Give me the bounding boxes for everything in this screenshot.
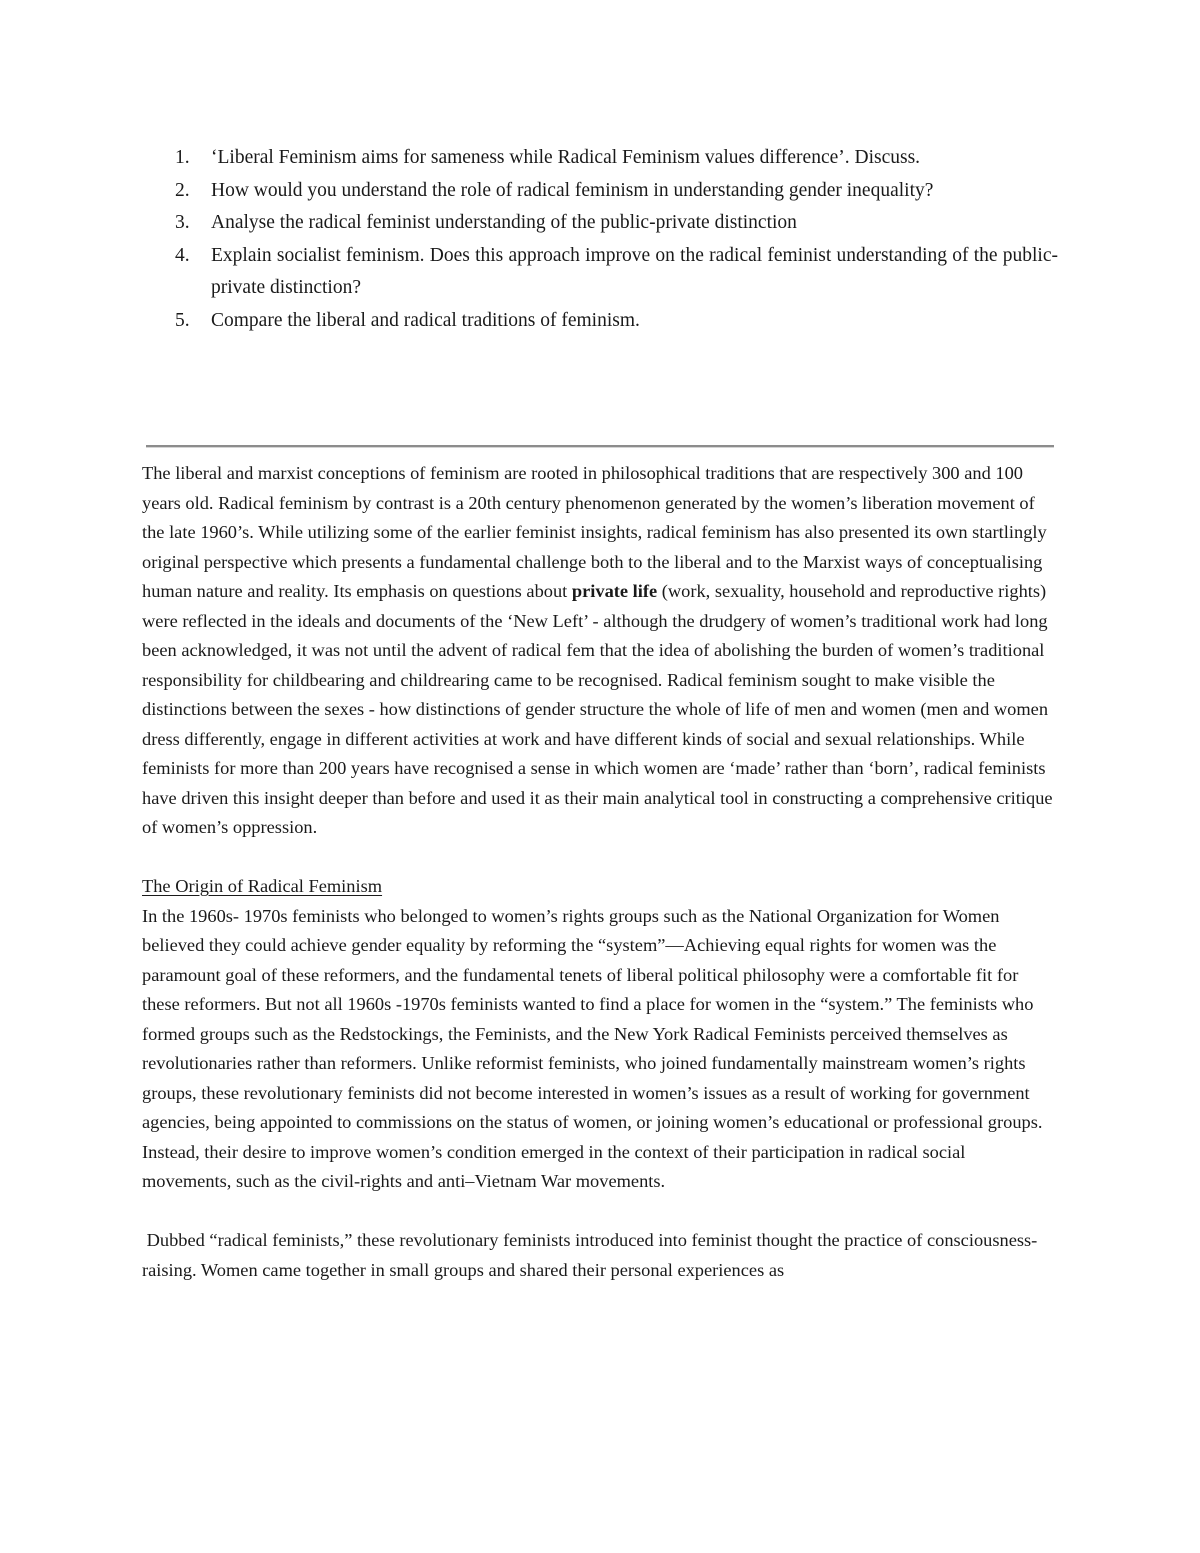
- horizontal-divider: [146, 445, 1054, 448]
- intro-text-part2: (work, sexuality, household and reproductive rights) were reflected in the ideals and documents of the ‘New Left’ - although the drudgery of women’s traditional work had long been acknowledged, it was not until the advent of radical fem that the idea of abolishing the burden of women’s traditional responsibility for childbearing and childrearing came to be recognised. Radical feminism sought to make visible the distinctions between the sexes - how distinctions of gender structure the whole of life of men and women (men and women dress differently, engage in different activities at work and have different kinds of social and sexual relationships. While feminists for more than 200 years have recognised a sense in which women are ‘made’ rather than ‘born’, radical feminists have driven this insight deeper than before and used it as their main analytical tool in constructing a comprehensive critique of women’s oppression.: [142, 581, 1053, 837]
- question-number: 4.: [175, 244, 190, 266]
- question-text: ‘Liberal Feminism aims for sameness while Radical Feminism values difference’. Discuss.: [211, 147, 921, 168]
- question-item: [170, 175, 1058, 208]
- question-text: Compare the liberal and radical traditions of feminism.: [211, 309, 640, 331]
- question-number: 1.: [175, 147, 190, 168]
- question-number: 3.: [175, 212, 190, 233]
- question-number: 5.: [175, 309, 190, 331]
- question-item: [170, 240, 1058, 305]
- question-item: [170, 207, 1058, 240]
- question-text: Explain socialist feminism. Does this approach improve on the radical feminist understanding of the public-private distinction?: [211, 244, 1058, 298]
- paragraph-spacer: [142, 1197, 1058, 1227]
- document-body: [142, 459, 1058, 1285]
- question-item: [170, 305, 1058, 338]
- private-life-emphasis: private life: [571, 581, 658, 601]
- paragraph-spacer: [142, 843, 1058, 873]
- question-item: [170, 142, 1058, 175]
- origin-paragraph: In the 1960s- 1970s feminists who belonged to women’s rights groups such as the National Organization for Women believed they could achieve gender equality by reforming the “system”—Achieving equal rights for women was the paramount goal of these reformers, and the fundamental tenets of liberal political philosophy were a comfortable fit for these reformers. But not all 1960s -1970s feminists wanted to find a place for women in the “system.” The feminists who formed groups such as the Redstockings, the Feminists, and the New York Radical Feminists perceived themselves as revolutionaries rather than reformers. Unlike reformist feminists, who joined fundamentally mainstream women’s rights groups, these revolutionary feminists did not become interested in women’s issues as a result of working for government agencies, being appointed to commissions on the status of women, or joining women’s educational or professional groups. Instead, their desire to improve women’s condition emerged in the context of their participation in radical social movements, such as the civil-rights and anti–Vietnam War movements.: [142, 905, 1043, 1191]
- intro-paragraph: [142, 459, 1058, 843]
- intro-text-part1: The liberal and marxist conceptions of feminism are rooted in philosophical traditions that are respectively 300 and 100 years old. Radical feminism by contrast is a 20th century phenomenon generated by the women’s liberation movement of the late 1960’s. While utilizing some of the earlier feminist insights, radical feminism has also presented its own startlingly original perspective which presents a fundamental challenge both to the liberal and to the Marxist ways of conceptualising human nature and reality. Its emphasis on questions about: [142, 463, 1047, 601]
- question-list: [170, 142, 1058, 337]
- question-text: How would you understand the role of radical feminism in understanding gender inequality?: [211, 179, 934, 201]
- section-heading: The Origin of Radical Feminism: [142, 876, 383, 896]
- question-number: 2.: [175, 179, 190, 201]
- question-text: Analyse the radical feminist understanding of the public-private distinction: [211, 212, 797, 233]
- closing-paragraph: Dubbed “radical feminists,” these revolutionary feminists introduced into feminist thought the practice of consciousness-raising. Women came together in small groups and shared their personal experiences as: [142, 1230, 1038, 1280]
